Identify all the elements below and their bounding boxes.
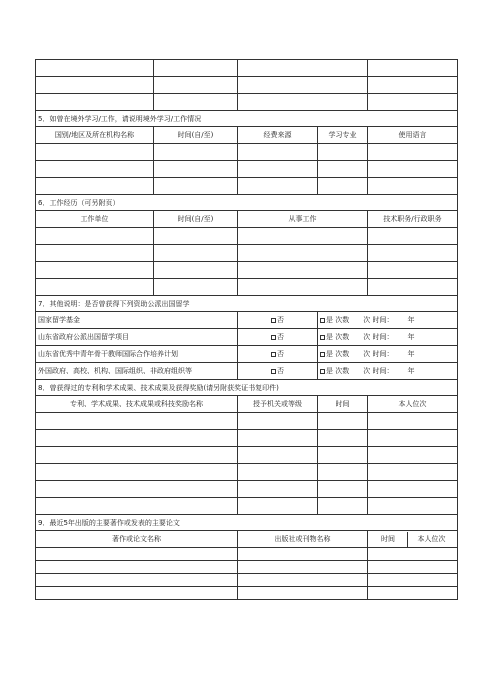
blank-cell[interactable] [238, 60, 368, 77]
section9-row [36, 548, 458, 561]
form-table [35, 59, 458, 600]
blank-cell[interactable] [368, 279, 458, 296]
blank-cell[interactable] [36, 228, 154, 245]
section8-title: 8．曾获得过的专利和学术成果、技术成果及获得奖励(请另附获奖证书复印件) [36, 380, 458, 396]
section8-row [36, 413, 458, 430]
blank-cell[interactable] [368, 94, 458, 111]
blank-cell[interactable] [368, 178, 458, 195]
blank-cell[interactable] [36, 481, 238, 498]
blank-cell[interactable] [36, 498, 238, 515]
blank-cell[interactable] [238, 481, 318, 498]
section9-row [36, 561, 458, 574]
col-header: 经费来源 [238, 127, 318, 144]
blank-cell[interactable] [154, 161, 238, 178]
col-header: 从事工作 [238, 211, 368, 228]
blank-cell[interactable] [318, 447, 368, 464]
col-header: 时间(自/至) [154, 127, 238, 144]
section6-row [36, 262, 458, 279]
checkbox-icon[interactable] [320, 369, 325, 374]
funding-row [36, 329, 458, 346]
blank-cell[interactable] [368, 245, 458, 262]
blank-cell[interactable] [154, 94, 238, 111]
col-header: 授予机关或等级 [238, 396, 318, 413]
blank-cell[interactable] [368, 60, 458, 77]
col-header: 出版社或刊物名称 [238, 531, 368, 548]
blank-cell[interactable] [36, 262, 154, 279]
checkbox-icon[interactable] [320, 352, 325, 357]
col-header: 国别/地区及所在机构名称 [36, 127, 154, 144]
blank-cell[interactable] [36, 430, 238, 447]
blank-cell[interactable] [238, 228, 368, 245]
blank-cell[interactable] [368, 561, 458, 574]
col-header: 工作单位 [36, 211, 154, 228]
section5-row [36, 178, 458, 195]
blank-cell[interactable] [238, 548, 368, 561]
checkbox-icon[interactable] [271, 335, 276, 340]
blank-cell[interactable] [238, 413, 318, 430]
no-option[interactable]: 否 [238, 346, 318, 363]
funding-row [36, 312, 458, 329]
checkbox-icon[interactable] [271, 318, 276, 323]
continuation-row [36, 94, 458, 111]
no-option[interactable]: 否 [238, 329, 318, 346]
blank-cell[interactable] [36, 548, 238, 561]
blank-cell[interactable] [238, 447, 318, 464]
funding-row [36, 346, 458, 363]
blank-cell[interactable] [36, 561, 238, 574]
blank-cell[interactable] [36, 245, 154, 262]
blank-cell[interactable] [154, 178, 238, 195]
blank-cell[interactable] [238, 279, 368, 296]
yes-option[interactable]: 是 次数 次 时间： 年 [318, 329, 458, 346]
section6-row [36, 245, 458, 262]
blank-cell[interactable] [318, 178, 368, 195]
blank-cell[interactable] [318, 413, 368, 430]
funding-row [36, 363, 458, 380]
section7-title: 7．其他说明：是否曾获得下列资助公派出国留学 [36, 296, 458, 312]
blank-cell[interactable] [368, 587, 458, 600]
blank-cell[interactable] [368, 481, 458, 498]
blank-cell[interactable] [368, 447, 458, 464]
blank-cell[interactable] [368, 413, 458, 430]
blank-cell[interactable] [238, 561, 368, 574]
blank-cell[interactable] [154, 77, 238, 94]
blank-cell[interactable] [36, 413, 238, 430]
blank-cell[interactable] [154, 262, 238, 279]
funding-item: 山东省优秀中青年骨干教师国际合作培养计划 [36, 346, 238, 363]
blank-cell[interactable] [368, 262, 458, 279]
blank-cell[interactable] [238, 144, 318, 161]
section9-row [36, 574, 458, 587]
funding-item: 外国政府、高校、机构、国际组织、非政府组织等 [36, 363, 238, 380]
blank-cell[interactable] [368, 228, 458, 245]
blank-cell[interactable] [238, 464, 318, 481]
no-option[interactable]: 否 [238, 312, 318, 329]
application-form [35, 59, 457, 600]
col-header: 学习专业 [318, 127, 368, 144]
blank-cell[interactable] [318, 430, 368, 447]
blank-cell[interactable] [318, 161, 368, 178]
funding-item: 山东省政府公派出国留学项目 [36, 329, 238, 346]
blank-cell[interactable] [368, 430, 458, 447]
blank-cell[interactable] [154, 279, 238, 296]
blank-cell[interactable] [238, 430, 318, 447]
blank-cell[interactable] [368, 498, 458, 515]
blank-cell[interactable] [318, 144, 368, 161]
col-header: 技术职务/行政职务 [368, 211, 458, 228]
blank-cell[interactable] [36, 178, 154, 195]
section6-row [36, 228, 458, 245]
section6-row [36, 279, 458, 296]
no-option[interactable]: 否 [238, 363, 318, 380]
section9-header-row [36, 531, 458, 548]
section8-header-row [36, 396, 458, 413]
blank-cell[interactable] [36, 587, 238, 600]
col-header: 时间 [318, 396, 368, 413]
col-header: 著作或论文名称 [36, 531, 238, 548]
blank-cell[interactable] [154, 228, 238, 245]
blank-cell[interactable] [238, 94, 368, 111]
blank-cell[interactable] [368, 464, 458, 481]
blank-cell[interactable] [318, 481, 368, 498]
blank-cell[interactable] [238, 587, 368, 600]
blank-cell[interactable] [36, 464, 238, 481]
section6-header-row [36, 211, 458, 228]
section8-row [36, 498, 458, 515]
blank-cell[interactable] [368, 77, 458, 94]
section6-title: 6．工作经历（可另附页） [36, 195, 458, 211]
blank-cell[interactable] [36, 161, 154, 178]
blank-cell[interactable] [368, 144, 458, 161]
blank-cell[interactable] [368, 574, 458, 587]
blank-cell[interactable] [36, 574, 238, 587]
funding-item: 国家留学基金 [36, 312, 238, 329]
yes-option[interactable]: 是 次数 次 时间： 年 [318, 363, 458, 380]
blank-cell[interactable] [154, 60, 238, 77]
section5-header-row [36, 127, 458, 144]
blank-cell[interactable] [36, 144, 154, 161]
section8-row [36, 464, 458, 481]
section5-row [36, 144, 458, 161]
blank-cell[interactable] [318, 464, 368, 481]
section8-row [36, 430, 458, 447]
blank-cell[interactable] [238, 574, 368, 587]
checkbox-icon[interactable] [271, 369, 276, 374]
section9-row [36, 587, 458, 600]
col-header: 本人位次 [368, 396, 458, 413]
col-header: 时间 本人位次 [368, 531, 458, 548]
blank-cell[interactable] [238, 498, 318, 515]
checkbox-icon[interactable] [271, 352, 276, 357]
col-header: 时间(自/至) [154, 211, 238, 228]
section9-title: 9．最近5年出版的主要著作或发表的主要论文 [36, 515, 458, 531]
blank-cell[interactable] [36, 94, 154, 111]
section5-title: 5．如曾在境外学习/工作，请说明境外学习/工作情况 [36, 111, 458, 127]
blank-cell[interactable] [36, 60, 154, 77]
blank-cell[interactable] [238, 161, 318, 178]
continuation-row [36, 60, 458, 77]
blank-cell[interactable] [154, 144, 238, 161]
checkbox-icon[interactable] [320, 318, 325, 323]
blank-cell[interactable] [238, 77, 368, 94]
continuation-row [36, 77, 458, 94]
blank-cell[interactable] [238, 178, 318, 195]
col-header: 使用语言 [368, 127, 458, 144]
col-header: 专利、学术成果、技术成果或科技奖励名称 [36, 396, 238, 413]
blank-cell[interactable] [36, 77, 154, 94]
blank-cell[interactable] [368, 548, 458, 561]
blank-cell[interactable] [238, 245, 368, 262]
section8-row [36, 447, 458, 464]
blank-cell[interactable] [238, 262, 368, 279]
yes-option[interactable]: 是 次数 次 时间： 年 [318, 346, 458, 363]
checkbox-icon[interactable] [320, 335, 325, 340]
blank-cell[interactable] [318, 498, 368, 515]
section8-row [36, 481, 458, 498]
yes-option[interactable]: 是 次数 次 时间： 年 [318, 312, 458, 329]
blank-cell[interactable] [36, 279, 154, 296]
blank-cell[interactable] [154, 245, 238, 262]
section5-row [36, 161, 458, 178]
blank-cell[interactable] [36, 447, 238, 464]
blank-cell[interactable] [368, 161, 458, 178]
